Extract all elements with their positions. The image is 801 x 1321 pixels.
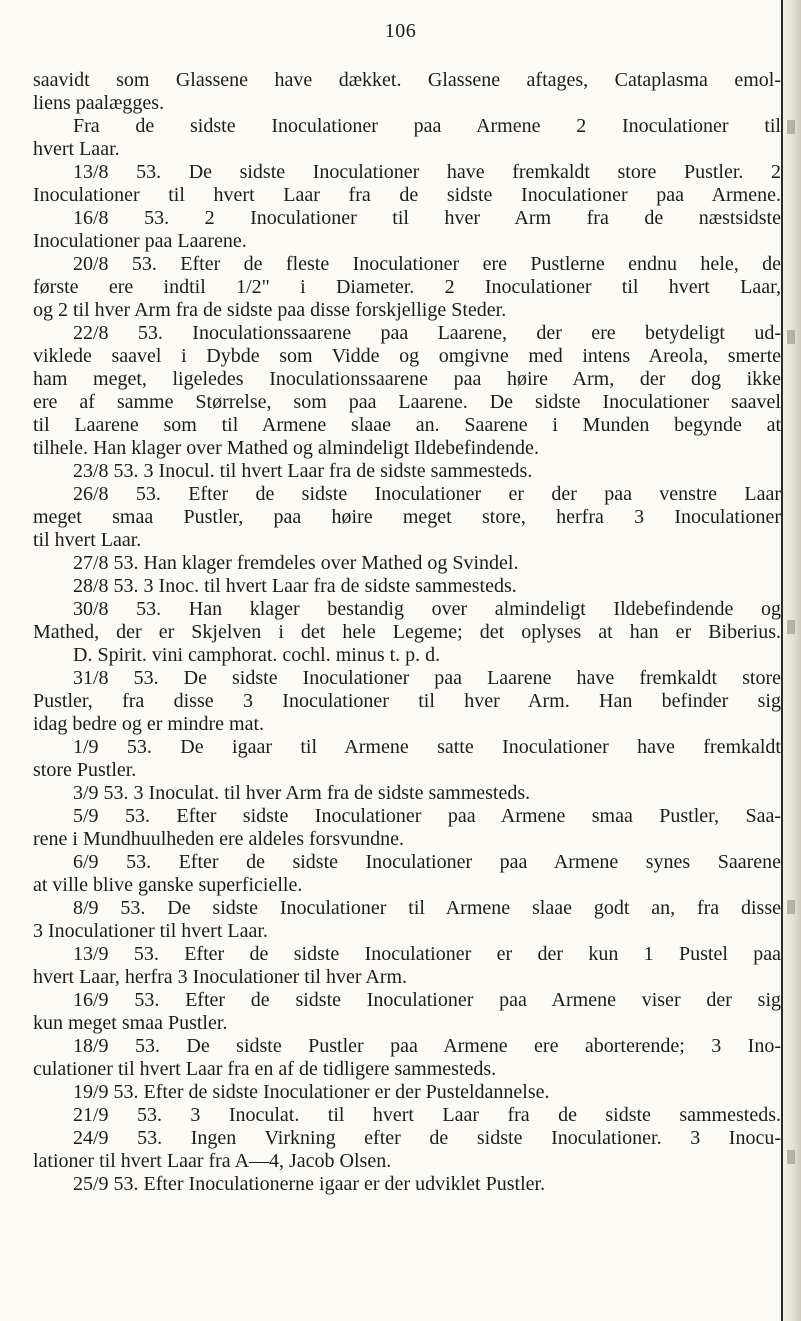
text-line: D. Spirit. vini camphorat. cochl. minus t. p. d.	[73, 644, 441, 666]
text-line: meget smaa Pustler, paa høire meget store, herfra 3 Inoculationer	[33, 506, 781, 528]
text-line: 26/8 53. Efter de sidste Inoculationer er der paa venstre Laar	[73, 483, 781, 505]
text-line: lationer til hvert Laar fra A—4, Jacob Olsen.	[33, 1150, 392, 1172]
text-line: idag bedre og er mindre mat.	[33, 713, 265, 735]
text-line: Inoculationer paa Laarene.	[33, 230, 247, 252]
text-line: 8/9 53. De sidste Inoculationer til Armene slaae godt an, fra disse	[73, 897, 781, 919]
text-line: tilhele. Han klager over Mathed og almindeligt Ildebefindende.	[33, 437, 539, 459]
text-line: hvert Laar.	[33, 138, 120, 160]
text-line: til Laarene som til Armene slaae an. Saarene i Munden begynde at	[33, 414, 781, 436]
text-line: 23/8 53. 3 Inocul. til hvert Laar fra de sidste sammesteds.	[73, 460, 533, 482]
text-line: 28/8 53. 3 Inoc. til hvert Laar fra de sidste sammesteds.	[73, 575, 517, 597]
text-line: Mathed, der er Skjelven i det hele Legeme; det oplyses at han er Biberius.	[33, 621, 781, 643]
text-line: 21/9 53. 3 Inoculat. til hvert Laar fra de sidste sammesteds.	[73, 1104, 781, 1126]
text-line: 16/8 53. 2 Inoculationer til hver Arm fra de næstsidste	[73, 207, 781, 229]
text-line: 3 Inoculationer til hvert Laar.	[33, 920, 268, 942]
text-line: 6/9 53. Efter de sidste Inoculationer paa Armene synes Saarene	[73, 851, 781, 873]
text-line: ham meget, ligeledes Inoculationssaarene paa høire Arm, der dog ikke	[33, 368, 781, 390]
text-line: rene i Mundhuulheden ere aldeles forsvundne.	[33, 828, 404, 850]
page-number: 106	[384, 20, 417, 42]
text-line: hvert Laar, herfra 3 Inoculationer til hver Arm.	[33, 966, 408, 988]
text-line: 30/8 53. Han klager bestandig over almindeligt Ildebefindende og	[73, 598, 781, 620]
text-line: Fra de sidste Inoculationer paa Armene 2 Inoculationer til	[73, 115, 781, 137]
text-line: 19/9 53. Efter de sidste Inoculationer er der Pusteldannelse.	[73, 1081, 550, 1103]
text-line: 13/8 53. De sidste Inoculationer have fremkaldt store Pustler. 2	[73, 161, 781, 183]
text-line: 25/9 53. Efter Inoculationerne igaar er der udviklet Pustler.	[73, 1173, 546, 1195]
text-line: culationer til hvert Laar fra en af de tidligere sammesteds.	[33, 1058, 497, 1080]
edge-mark	[787, 900, 795, 914]
text-line: viklede saavel i Dybde som Vidde og omgivne med intens Areola, smerte	[33, 345, 781, 367]
text-line: 13/9 53. Efter de sidste Inoculationer er der kun 1 Pustel paa	[73, 943, 781, 965]
text-line: 16/9 53. Efter de sidste Inoculationer paa Armene viser der sig	[73, 989, 781, 1011]
text-line: første ere indtil 1/2" i Diameter. 2 Inoculationer til hvert Laar,	[33, 276, 781, 298]
adjacent-page-edge	[781, 0, 801, 1321]
text-line: 31/8 53. De sidste Inoculationer paa Laarene have fremkaldt store	[73, 667, 781, 689]
text-line: 20/8 53. Efter de fleste Inoculationer ere Pustlerne endnu hele, de	[73, 253, 781, 275]
text-line: 27/8 53. Han klager fremdeles over Mathed og Svindel.	[73, 552, 519, 574]
text-line: liens paalægges.	[33, 92, 165, 114]
text-line: 5/9 53. Efter sidste Inoculationer paa Armene smaa Pustler, Saa-	[73, 805, 781, 827]
text-line: og 2 til hver Arm fra de sidste paa disse forskjellige Steder.	[33, 299, 507, 321]
edge-mark	[787, 1150, 795, 1164]
page-text	[33, 69, 781, 1196]
text-line: 3/9 53. 3 Inoculat. til hver Arm fra de sidste sammesteds.	[73, 782, 531, 804]
text-line: at ville blive ganske superficielle.	[33, 874, 303, 896]
text-line: Pustler, fra disse 3 Inoculationer til hver Arm. Han befinder sig	[33, 690, 781, 712]
text-line: Inoculationer til hvert Laar fra de sidste Inoculationer paa Armene.	[33, 184, 781, 206]
text-line: 24/9 53. Ingen Virkning efter de sidste Inoculationer. 3 Inocu-	[73, 1127, 781, 1149]
text-line: store Pustler.	[33, 759, 137, 781]
text-line: 18/9 53. De sidste Pustler paa Armene ere aborterende; 3 Ino-	[73, 1035, 781, 1057]
text-line: 22/8 53. Inoculationssaarene paa Laarene, der ere betydeligt ud-	[73, 322, 781, 344]
text-line: 1/9 53. De igaar til Armene satte Inoculationer have fremkaldt	[73, 736, 781, 758]
edge-mark	[787, 330, 795, 344]
text-line: kun meget smaa Pustler.	[33, 1012, 228, 1034]
edge-mark	[787, 620, 795, 634]
edge-mark	[787, 120, 795, 134]
text-line: saavidt som Glassene have dækket. Glassene aftages, Cataplasma emol-	[33, 69, 781, 91]
text-line: til hvert Laar.	[33, 529, 142, 551]
text-line: ere af samme Størrelse, som paa Laarene. De sidste Inoculationer saavel	[33, 391, 781, 413]
